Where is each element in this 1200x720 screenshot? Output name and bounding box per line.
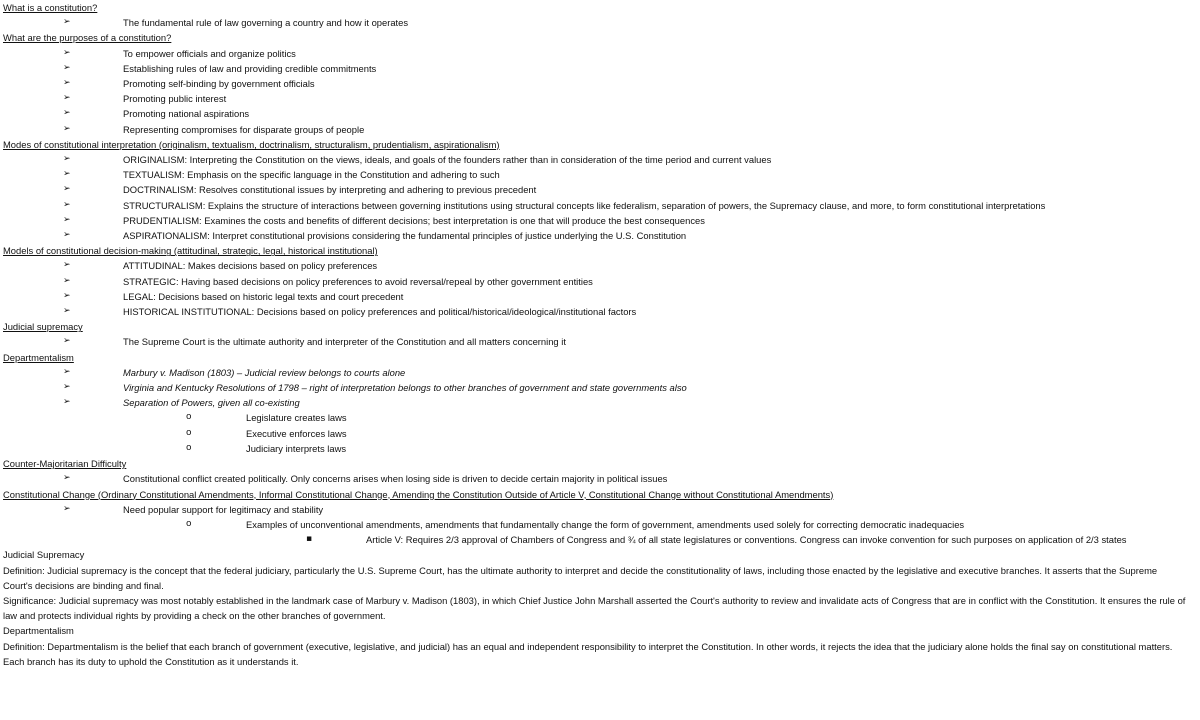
section-heading: Departmentalism <box>3 351 74 363</box>
list-item-text: Examples of unconventional amendments, amendments that fundamentally change the form of government, amendments used solely for correcting democratic inadequacies <box>246 518 965 530</box>
arrow-bullet-icon: ➢ <box>63 366 71 377</box>
arrow-bullet-icon: ➢ <box>63 214 71 225</box>
circle-bullet-icon: o <box>186 427 192 438</box>
arrow-bullet-icon: ➢ <box>63 260 71 271</box>
paragraph: Definition: Departmentalism is the belief that each branch of government (executive, legislative, and judicial) has an equal and independent responsibility to interpret the Constitution. In other words, it rejects the idea that the judiciary alone holds the final say on constitutional matters. Each branch has its duty to uphold the Constitution as it understands it. <box>3 640 1173 667</box>
list-item <box>3 61 1200 76</box>
list-item-text: Promoting national aspirations <box>123 108 250 120</box>
list-item-text: LEGAL: Decisions based on historic legal texts and court precedent <box>123 290 404 302</box>
list-item <box>3 122 1200 137</box>
arrow-bullet-icon: ➢ <box>63 199 71 210</box>
list-item-text: Separation of Powers, given all co-existing <box>123 397 300 409</box>
list-item <box>3 365 1200 380</box>
list-item <box>3 46 1200 61</box>
list-item-text: Judiciary interprets laws <box>246 442 347 454</box>
list-item-text: Establishing rules of law and providing credible commitments <box>123 62 377 74</box>
subsection-heading: Departmentalism <box>3 625 74 637</box>
list-item-text: Virginia and Kentucky Resolutions of 1798 – right of interpretation belongs to other branches of government and state governments also <box>123 382 687 394</box>
list-item-text: ATTITUDINAL: Makes decisions based on policy preferences <box>123 260 378 272</box>
list-item-text: Promoting self-binding by government officials <box>123 78 315 90</box>
arrow-bullet-icon: ➢ <box>63 62 71 73</box>
list-item <box>3 289 1200 304</box>
list-item <box>3 532 1200 547</box>
arrow-bullet-icon: ➢ <box>63 275 71 286</box>
list-item <box>3 15 1200 30</box>
arrow-bullet-icon: ➢ <box>63 230 71 241</box>
list-item-text: HISTORICAL INSTITUTIONAL: Decisions based on policy preferences and political/historical/ideological/institutional factors <box>123 306 637 318</box>
list-item-text: The Supreme Court is the ultimate authority and interpreter of the Constitution and all matters concerning it <box>123 336 566 348</box>
arrow-bullet-icon: ➢ <box>63 473 71 484</box>
arrow-bullet-icon: ➢ <box>63 397 71 408</box>
list-item <box>3 213 1200 228</box>
list-item-text: Need popular support for legitimacy and stability <box>123 503 324 515</box>
section-heading: What are the purposes of a constitution? <box>3 32 172 44</box>
list-item-text: ORIGINALISM: Interpreting the Constitution on the views, ideals, and goals of the founders rather than in consideration of the time period and current values <box>123 154 772 166</box>
list-item <box>3 152 1200 167</box>
list-item <box>3 274 1200 289</box>
list-item-text: Executive enforces laws <box>246 427 347 439</box>
square-bullet-icon: ▪ <box>306 534 313 545</box>
section-heading: Models of constitutional decision-making (attitudinal, strategic, legal, historical institutional) <box>3 245 378 257</box>
circle-bullet-icon: o <box>186 442 192 453</box>
paragraph: Significance: Judicial supremacy was most notably established in the landmark case of Marbury v. Madison (1803), in which Chief Justice John Marshall asserted the Court's authority to review and invalidate acts of Congress that are in conflict with the Constitution. It ensures the rule of law and protects individual rights by providing a check on the other branches of government. <box>3 594 1186 622</box>
list-item-text: STRUCTURALISM: Explains the structure of interactions between governing institutions using structural concepts like federalism, separation of powers, the Supremacy clause, and more, to form constitutional interpretations <box>123 199 1046 211</box>
list-item <box>3 228 1200 243</box>
list-item-text: The fundamental rule of law governing a country and how it operates <box>123 17 409 29</box>
list-item-text: Article V: Requires 2/3 approval of Chambers of Congress and ¾ of all state legislatures or conventions. Congress can invoke convention for such purposes on application of 2/3 states <box>366 534 1127 546</box>
section-heading: Counter-Majoritarian Difficulty <box>3 458 127 470</box>
circle-bullet-icon: o <box>186 518 192 529</box>
arrow-bullet-icon: ➢ <box>63 503 71 514</box>
list-item <box>3 380 1200 395</box>
list-item-text: Representing compromises for disparate groups of people <box>123 123 365 135</box>
list-item <box>3 395 1200 410</box>
list-item <box>3 410 1200 425</box>
list-item-text: To empower officials and organize politics <box>123 47 296 59</box>
arrow-bullet-icon: ➢ <box>63 17 71 28</box>
list-item <box>3 106 1200 121</box>
list-item-text: Legislature creates laws <box>246 412 347 424</box>
arrow-bullet-icon: ➢ <box>63 154 71 165</box>
list-item <box>3 471 1200 486</box>
list-item-text: Promoting public interest <box>123 93 227 105</box>
paragraph: Definition: Judicial supremacy is the concept that the federal judiciary, particularly the U.S. Supreme Court, has the ultimate authority to interpret and decide the constitutionality of laws, including those enacted by the legislative and executive branches. It asserts that the Supreme Court's decisions are binding and final. <box>3 564 1158 591</box>
section-heading: Constitutional Change (Ordinary Constitutional Amendments, Informal Constitutional Change, Amending the Constitution Outside of Article V, Constitutional Change without Constitutional Amendments) <box>3 488 834 500</box>
list-item-text: STRATEGIC: Having based decisions on policy preferences to avoid reversal/repeal by other government entities <box>123 275 593 287</box>
list-item-text: TEXTUALISM: Emphasis on the specific language in the Constitution and adhering to such <box>123 169 500 181</box>
section-heading: Judicial supremacy <box>3 321 83 333</box>
arrow-bullet-icon: ➢ <box>63 290 71 301</box>
arrow-bullet-icon: ➢ <box>63 47 71 58</box>
arrow-bullet-icon: ➢ <box>63 78 71 89</box>
section-heading: What is a constitution? <box>3 2 98 13</box>
list-item <box>3 76 1200 91</box>
arrow-bullet-icon: ➢ <box>63 306 71 317</box>
circle-bullet-icon: o <box>186 412 192 423</box>
list-item-text: Constitutional conflict created politically. Only concerns arises when losing side is driven to decide certain majority in political issues <box>123 473 668 485</box>
list-item <box>3 502 1200 517</box>
subsection-heading: Judicial Supremacy <box>3 549 85 561</box>
list-item <box>3 198 1200 213</box>
list-item <box>3 182 1200 197</box>
arrow-bullet-icon: ➢ <box>63 93 71 104</box>
section-heading: Modes of constitutional interpretation (originalism, textualism, doctrinalism, structuralism, prudentialism, aspirationalism) <box>3 138 500 150</box>
list-item <box>3 441 1200 456</box>
list-item <box>3 426 1200 441</box>
list-item-text: DOCTRINALISM: Resolves constitutional issues by interpreting and adhering to previous precedent <box>123 184 537 196</box>
list-item-text: ASPIRATIONALISM: Interpret constitutional provisions considering the fundamental principles of justice underlying the U.S. Constitution <box>123 230 687 242</box>
list-item-text: Marbury v. Madison (1803) – Judicial review belongs to courts alone <box>123 366 406 378</box>
list-item <box>3 258 1200 273</box>
list-item <box>3 91 1200 106</box>
arrow-bullet-icon: ➢ <box>63 108 71 119</box>
arrow-bullet-icon: ➢ <box>63 169 71 180</box>
arrow-bullet-icon: ➢ <box>63 382 71 393</box>
arrow-bullet-icon: ➢ <box>63 336 71 347</box>
list-item-text: PRUDENTIALISM: Examines the costs and benefits of different decisions; best interpretation is one that will produce the best consequences <box>123 214 705 226</box>
list-item <box>3 167 1200 182</box>
list-item <box>3 334 1200 349</box>
list-item <box>3 304 1200 319</box>
arrow-bullet-icon: ➢ <box>63 184 71 195</box>
list-item <box>3 517 1200 532</box>
arrow-bullet-icon: ➢ <box>63 123 71 134</box>
